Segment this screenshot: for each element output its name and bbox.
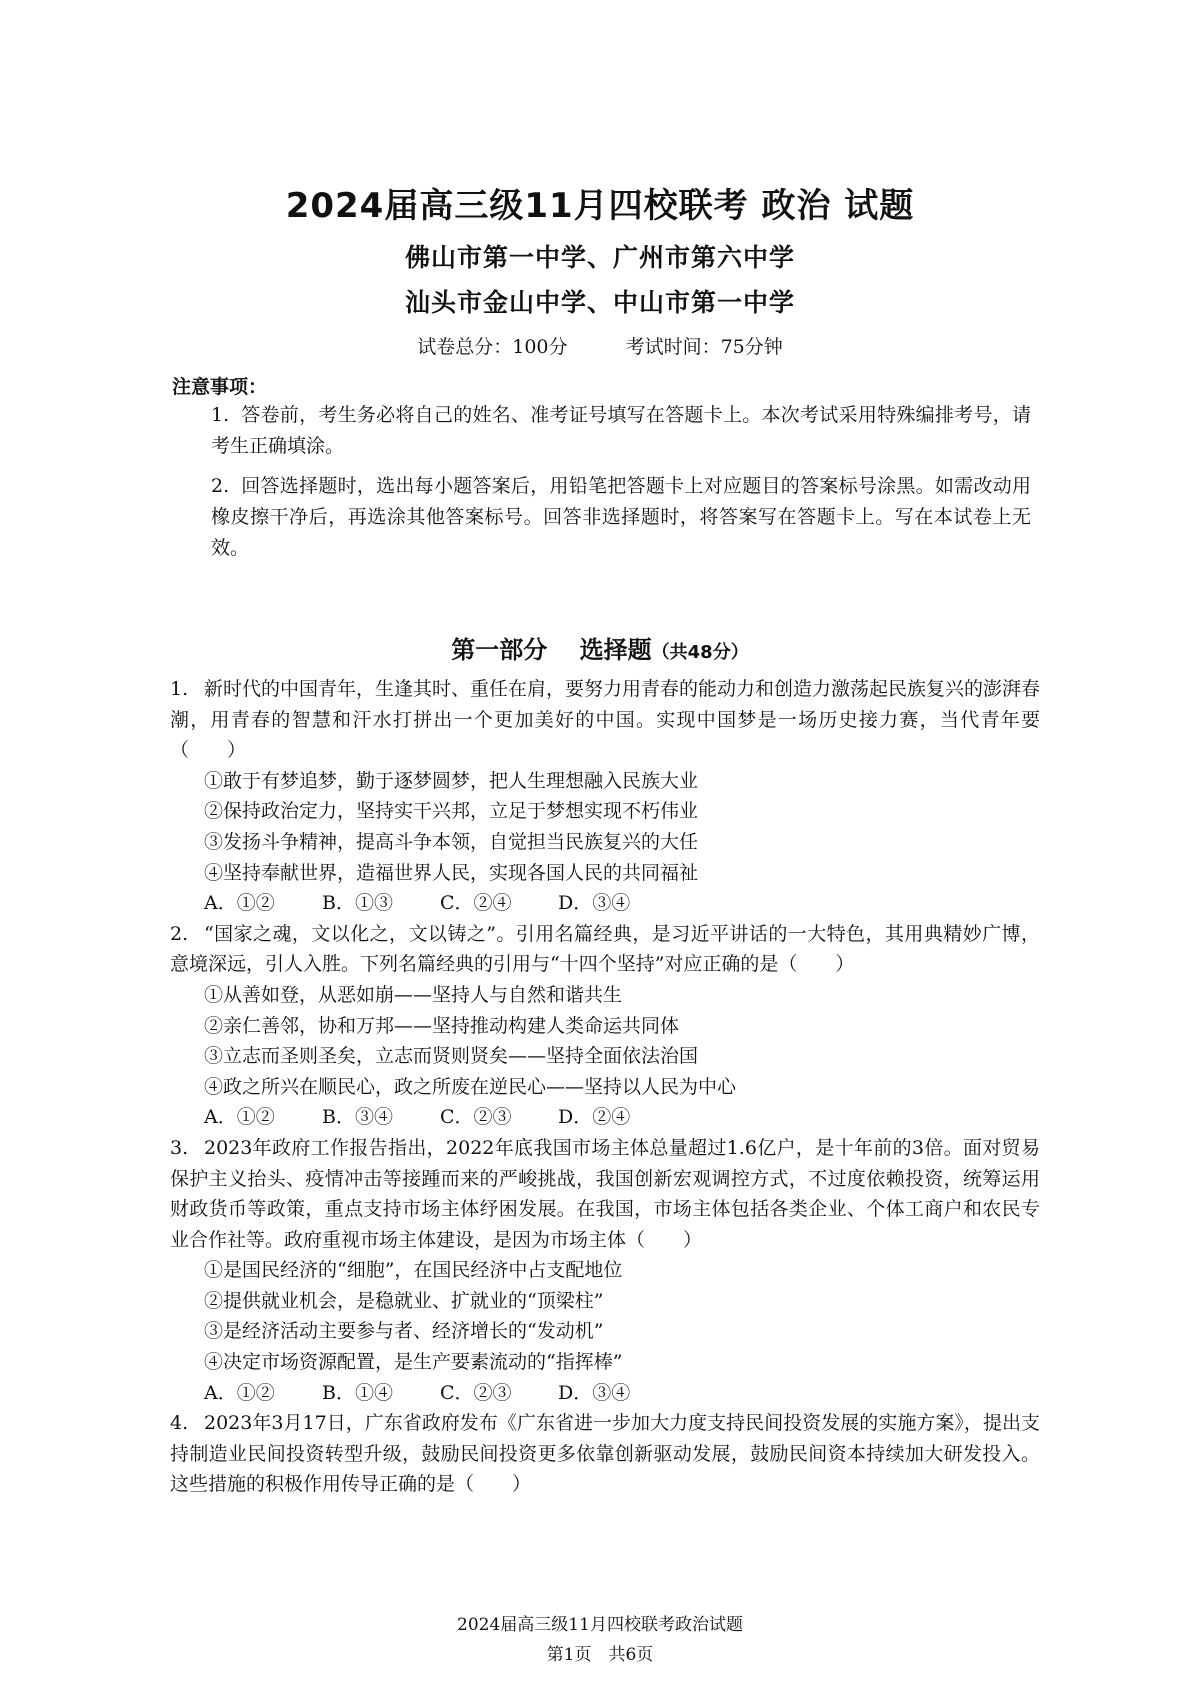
footer-title: 2024届高三级11月四校联考政治试题: [457, 1615, 743, 1635]
question-2: [170, 919, 1040, 1133]
page-number: 第1页 共6页: [546, 1645, 654, 1665]
total-score: 试卷总分：100分: [417, 336, 568, 358]
question-list: [170, 674, 1040, 1500]
notice-item-text: 回答选择题时，选出每小题答案后，用铅笔把答题卡上对应题目的答案标号涂黑。如需改动用橡皮擦干净后，再选涂其他答案标号。回答非选择题时，将答案写在答题卡上。写在本试卷上无效。: [211, 475, 1031, 559]
question-stem: [170, 1408, 1040, 1500]
answer-choice-d: D．③④: [558, 892, 631, 915]
section-name: 第一部分 选择题: [451, 636, 652, 664]
notice-item-number: 2.: [211, 475, 230, 497]
answer-choices: [170, 1378, 1040, 1409]
answer-choice-a: A．①②: [204, 892, 275, 915]
section-score: （共48分）: [651, 642, 749, 663]
question-option: ①敢于有梦追梦，勤于逐梦圆梦，把人生理想融入民族大业: [204, 769, 699, 792]
answer-choice-b: B．①④: [322, 1381, 393, 1404]
question-option: ④决定市场资源配置，是生产要素流动的“指挥棒”: [204, 1351, 623, 1374]
question-number: 2.: [170, 922, 189, 945]
question-option: ②保持政治定力，坚持实干兴邦，立足于梦想实现不朽伟业: [204, 800, 699, 823]
answer-choice-a: A．①②: [204, 1106, 275, 1129]
question-option: ③发扬斗争精神，提高斗争本领，自觉担当民族复兴的大任: [204, 830, 699, 853]
notice-item-text: 答卷前，考生务必将自己的姓名、准考证号填写在答题卡上。本次考试采用特殊编排考号，请考生正确填涂。: [211, 404, 1031, 457]
answer-choice-a: A．①②: [204, 1381, 275, 1404]
answer-choice-d: D．③④: [558, 1381, 631, 1404]
answer-choice-b: B．①③: [322, 892, 393, 915]
question-text: “国家之魂，文以化之，文以铸之”。引用名篇经典，是习近平讲话的一大特色，其用典精妙广博，意境深远，引人入胜。下列名篇经典的引用与“十四个坚持”对应正确的是（ ）: [170, 922, 1040, 976]
question-option: ③是经济活动主要参与者、经济增长的“发动机”: [204, 1320, 604, 1343]
question-text: 2023年政府工作报告指出，2022年底我国市场主体总量超过1.6亿户，是十年前的3倍。面对贸易保护主义抬头、疫情冲击等接踵而来的严峻挑战，我国创新宏观调控方式，不过度依赖投资，统筹运用财政货币等政策，重点支持市场主体纾困发展。在我国，市场主体包括各类企业、个体工商户和农民专业合作社等。政府重视市场主体建设，是因为市场主体（ ）: [170, 1136, 1040, 1251]
schools-line-1: 佛山市第一中学、广州市第六中学: [404, 243, 795, 272]
notice-item-number: 1.: [211, 404, 230, 426]
notice-item: [211, 400, 1031, 462]
answer-choice-c: C．②④: [440, 892, 512, 915]
notice-heading: 注意事项：: [172, 376, 268, 398]
question-option: ①是国民经济的“细胞”，在国民经济中占支配地位: [204, 1259, 623, 1282]
question-stem: [170, 674, 1040, 766]
answer-choices: [170, 1102, 1040, 1133]
question-text: 2023年3月17日，广东省政府发布《广东省进一步加大力度支持民间投资发展的实施方案》，提出支持制造业民间投资转型升级，鼓励民间投资更多依靠创新驱动发展，鼓励民间资本持续加大研发投入。这些措施的积极作用传导正确的是（ ）: [170, 1412, 1040, 1496]
question-3: [170, 1133, 1040, 1408]
answer-choices: [170, 888, 1040, 919]
exam-time: 考试时间：75分钟: [625, 336, 783, 358]
schools-line-2: 汕头市金山中学、中山市第一中学: [404, 288, 795, 317]
question-stem: [170, 919, 1040, 980]
question-stem: [170, 1133, 1040, 1255]
notice-item: [211, 471, 1031, 564]
question-number: 4.: [170, 1412, 189, 1435]
section-title: [0, 630, 1200, 665]
answer-choice-c: C．②③: [440, 1106, 512, 1129]
question-number: 1.: [170, 678, 189, 700]
question-4: [170, 1408, 1040, 1500]
question-number: 3.: [170, 1136, 189, 1159]
question-option: ④政之所兴在顺民心，政之所废在逆民心——坚持以人民为中心: [204, 1075, 737, 1098]
answer-choice-b: B．③④: [322, 1106, 393, 1129]
question-option: ③立志而圣则圣矣，立志而贤则贤矣——坚持全面依法治国: [204, 1045, 699, 1068]
exam-title: 2024届高三级11月四校联考 政治 试题: [285, 186, 915, 226]
question-option: ④坚持奉献世界，造福世界人民，实现各国人民的共同福祉: [204, 861, 699, 884]
exam-meta: [0, 332, 1200, 359]
question-text: 新时代的中国青年，生逢其时、重任在肩，要努力用青春的能动力和创造力激荡起民族复兴的澎湃春潮，用青春的智慧和汗水打拼出一个更加美好的中国。实现中国梦是一场历史接力赛，当代青年要（ ）: [170, 678, 1041, 762]
question-option: ①从善如登，从恶如崩——坚持人与自然和谐共生: [204, 983, 623, 1006]
question-option: ②提供就业机会，是稳就业、扩就业的“顶梁柱”: [204, 1289, 604, 1312]
question-option: ②亲仁善邻，协和万邦——坚持推动构建人类命运共同体: [204, 1014, 680, 1037]
question-1: [170, 674, 1040, 919]
answer-choice-d: D．②④: [558, 1106, 631, 1129]
answer-choice-c: C．②③: [440, 1381, 512, 1404]
